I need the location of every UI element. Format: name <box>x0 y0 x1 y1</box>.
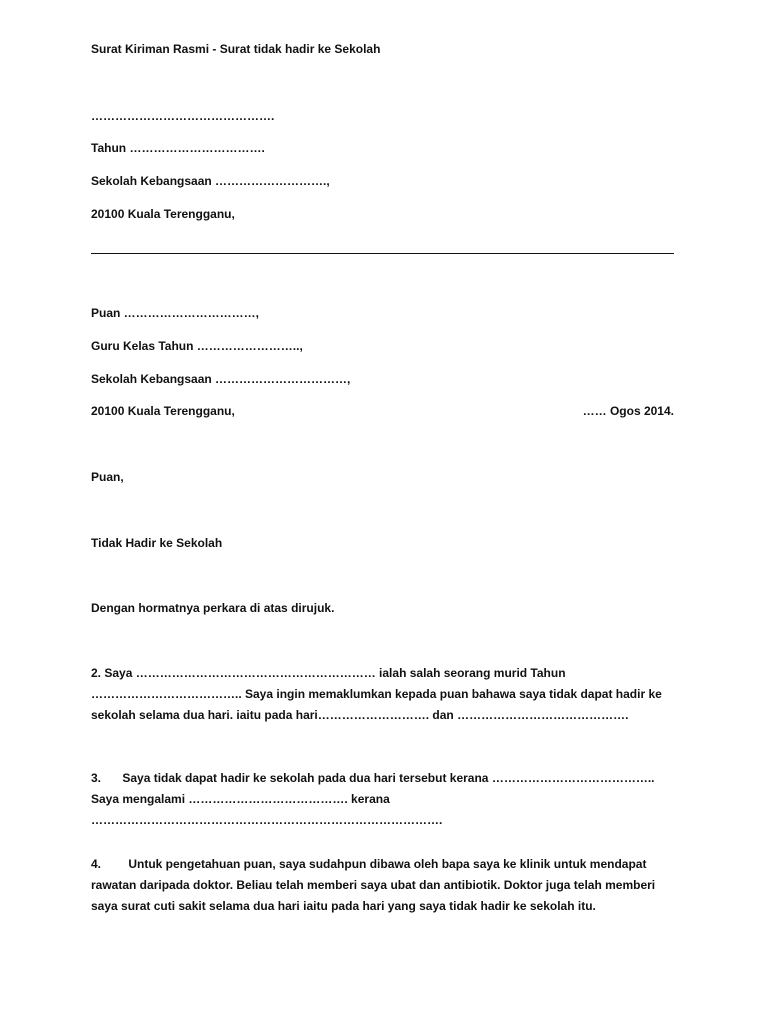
recipient-school-line: Sekolah Kebangsaan ……………………………, <box>91 372 351 386</box>
opening-line: Dengan hormatnya perkara di atas dirujuk. <box>91 601 335 615</box>
paragraph-2 <box>91 663 681 726</box>
sender-name-line: ………………………………………. <box>91 109 275 123</box>
paragraph-text: Saya tidak dapat hadir ke sekolah pada dua hari tersebut kerana ………………………………….. Saya mengalami …………………………………. kerana ……………………………………………………………………………. <box>91 771 655 827</box>
sender-class-line: Tahun ……………………………. <box>91 141 265 155</box>
paragraph-number: 4. <box>91 857 102 871</box>
recipient-city-line: 20100 Kuala Terengganu, <box>91 404 235 418</box>
salutation: Puan, <box>91 470 124 484</box>
recipient-name-line: Puan ……………………………, <box>91 306 260 320</box>
paragraph-number: 3. <box>91 771 102 785</box>
recipient-class-line: Guru Kelas Tahun …………………….., <box>91 339 303 353</box>
letter-date: …… Ogos 2014. <box>582 404 674 418</box>
paragraph-3 <box>91 768 681 831</box>
paragraph-number: 2. <box>91 666 102 680</box>
paragraph-text: Saya …………………………………………………… ialah salah seorang murid Tahun ……………………………….. Saya ingin memaklumkan kepada puan bahawa saya tidak dapat hadir ke sekolah selama dua hari. iaitu pada hari………………………. dan ……………………………………. <box>91 666 662 722</box>
subject-line: Tidak Hadir ke Sekolah <box>91 536 223 550</box>
address-divider <box>91 253 674 254</box>
document-title: Surat Kiriman Rasmi - Surat tidak hadir ke Sekolah <box>91 42 381 56</box>
sender-school-line: Sekolah Kebangsaan ………………………., <box>91 174 330 188</box>
paragraph-text: Untuk pengetahuan puan, saya sudahpun dibawa oleh bapa saya ke klinik untuk mendapat rawatan daripada doktor. Beliau telah memberi saya ubat dan antibiotik. Doktor juga telah memberi saya surat cuti sakit selama dua hari iaitu pada hari yang saya tidak hadir ke sekolah itu. <box>91 857 656 913</box>
paragraph-4 <box>91 854 681 917</box>
sender-city-line: 20100 Kuala Terengganu, <box>91 207 235 221</box>
